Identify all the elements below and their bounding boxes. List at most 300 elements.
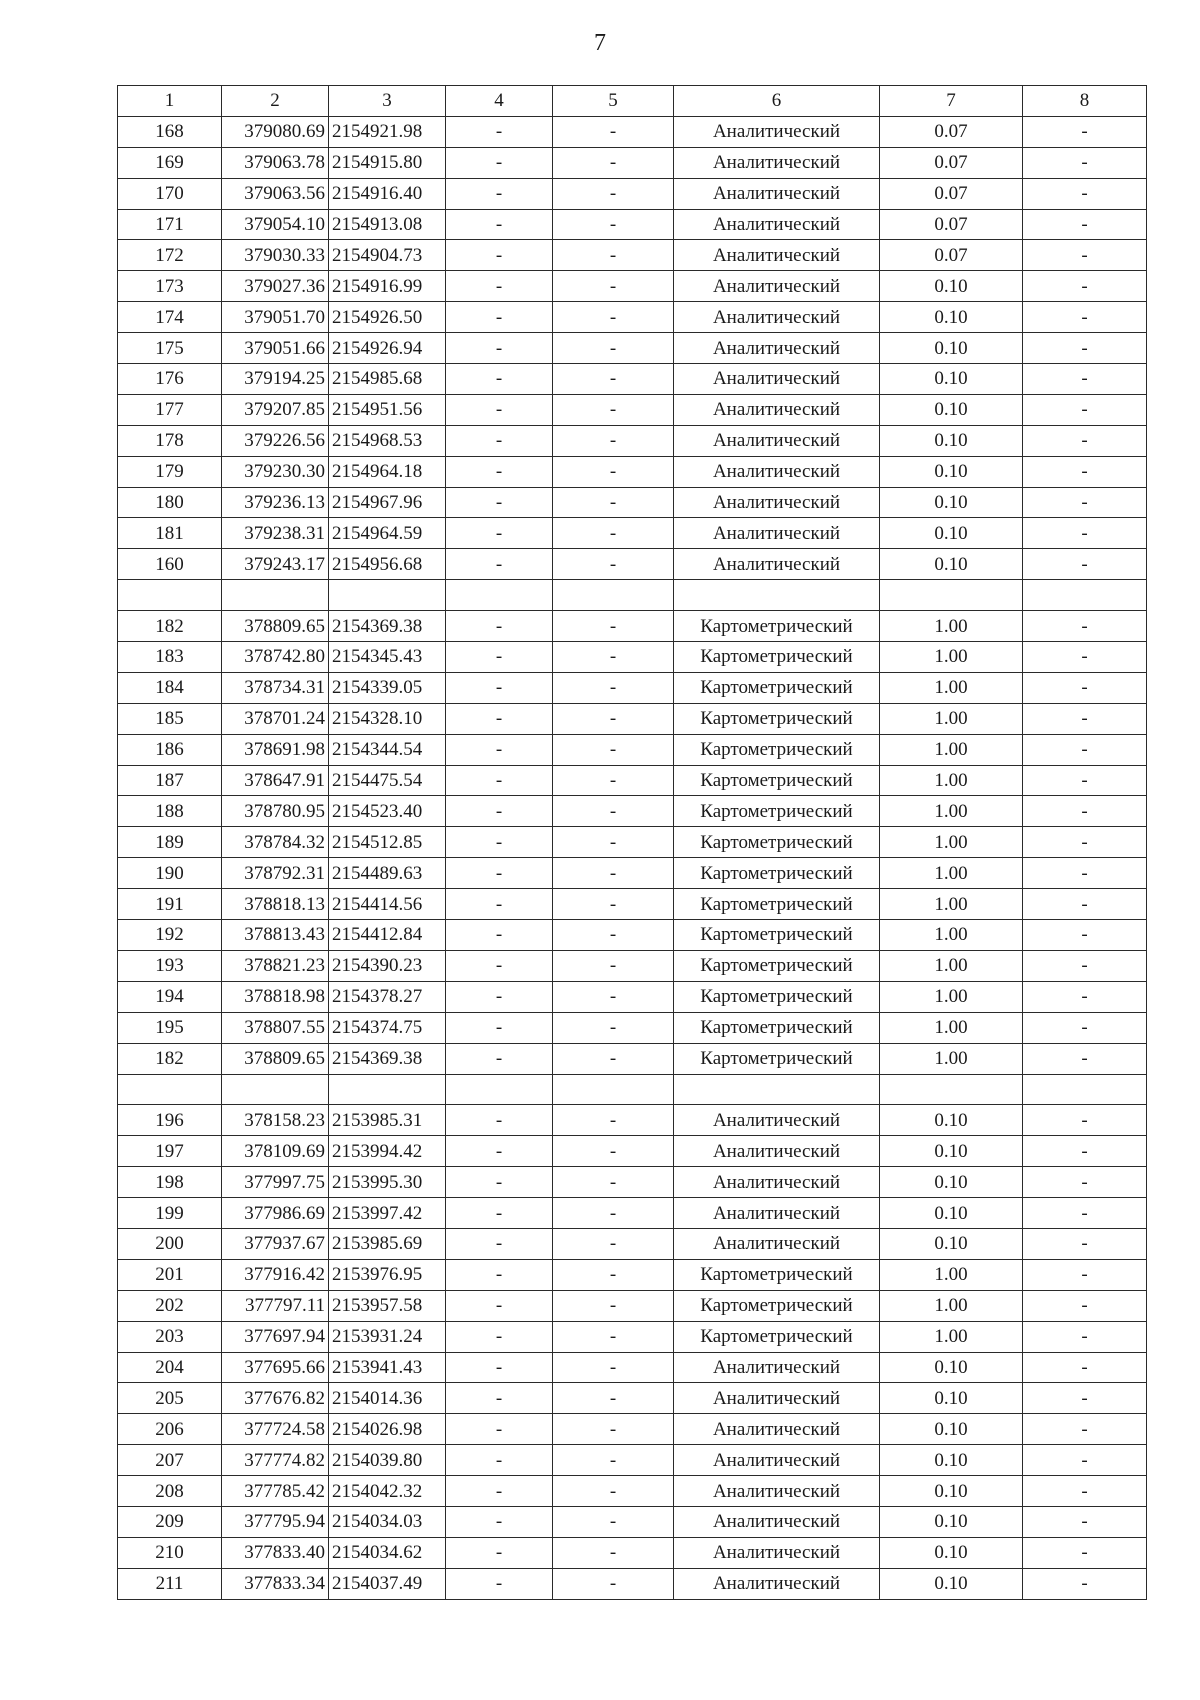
accuracy-cell: 0.10 — [880, 1414, 1023, 1445]
table-row — [118, 981, 1147, 1012]
table-row — [118, 456, 1147, 487]
method-cell: Картометрический — [674, 611, 880, 642]
x-coordinate-cell: 379236.13 — [222, 487, 329, 518]
col5-cell — [553, 1074, 674, 1105]
col5-cell: - — [553, 1537, 674, 1568]
accuracy-cell — [880, 580, 1023, 611]
accuracy-cell: 0.10 — [880, 425, 1023, 456]
col5-cell: - — [553, 1105, 674, 1136]
col5-cell: - — [553, 1383, 674, 1414]
y-coordinate-cell: 2154921.98 — [329, 116, 446, 147]
point-number-cell: 203 — [118, 1321, 222, 1352]
accuracy-cell: 0.10 — [880, 1445, 1023, 1476]
accuracy-cell: 0.10 — [880, 487, 1023, 518]
x-coordinate-cell: 377795.94 — [222, 1506, 329, 1537]
header-cell: 2 — [222, 86, 329, 117]
point-number-cell: 193 — [118, 950, 222, 981]
accuracy-cell: 0.10 — [880, 456, 1023, 487]
col5-cell: - — [553, 827, 674, 858]
method-cell: Картометрический — [674, 1321, 880, 1352]
coordinates-table — [117, 85, 1147, 1600]
table-row — [118, 549, 1147, 580]
point-number-cell: 206 — [118, 1414, 222, 1445]
x-coordinate-cell: 378780.95 — [222, 796, 329, 827]
header-cell: 4 — [446, 86, 553, 117]
accuracy-cell: 1.00 — [880, 858, 1023, 889]
col4-cell — [446, 1074, 553, 1105]
col4-cell: - — [446, 1476, 553, 1507]
point-number-cell: 178 — [118, 425, 222, 456]
point-number-cell: 199 — [118, 1198, 222, 1229]
y-coordinate-cell: 2154034.62 — [329, 1537, 446, 1568]
point-number-cell: 194 — [118, 981, 222, 1012]
col8-cell: - — [1023, 1506, 1147, 1537]
accuracy-cell: 0.10 — [880, 518, 1023, 549]
point-number-cell: 205 — [118, 1383, 222, 1414]
y-coordinate-cell: 2153997.42 — [329, 1198, 446, 1229]
table-row — [118, 827, 1147, 858]
x-coordinate-cell: 377785.42 — [222, 1476, 329, 1507]
x-coordinate-cell: 378734.31 — [222, 672, 329, 703]
point-number-cell — [118, 1074, 222, 1105]
col4-cell: - — [446, 487, 553, 518]
y-coordinate-cell: 2153985.69 — [329, 1228, 446, 1259]
col4-cell: - — [446, 518, 553, 549]
col5-cell: - — [553, 302, 674, 333]
col5-cell: - — [553, 796, 674, 827]
accuracy-cell: 1.00 — [880, 920, 1023, 951]
method-cell: Аналитический — [674, 1136, 880, 1167]
col8-cell: - — [1023, 1568, 1147, 1599]
col5-cell: - — [553, 1414, 674, 1445]
col8-cell: - — [1023, 394, 1147, 425]
col8-cell: - — [1023, 1414, 1147, 1445]
x-coordinate-cell: 378813.43 — [222, 920, 329, 951]
y-coordinate-cell: 2154390.23 — [329, 950, 446, 981]
y-coordinate-cell: 2154915.80 — [329, 147, 446, 178]
col5-cell: - — [553, 1198, 674, 1229]
col5-cell: - — [553, 178, 674, 209]
header-cell: 6 — [674, 86, 880, 117]
accuracy-cell: 1.00 — [880, 1321, 1023, 1352]
y-coordinate-cell: 2154523.40 — [329, 796, 446, 827]
method-cell: Картометрический — [674, 889, 880, 920]
method-cell: Аналитический — [674, 1445, 880, 1476]
point-number-cell: 171 — [118, 209, 222, 240]
col8-cell: - — [1023, 456, 1147, 487]
col5-cell: - — [553, 1259, 674, 1290]
point-number-cell: 168 — [118, 116, 222, 147]
col8-cell: - — [1023, 1136, 1147, 1167]
accuracy-cell: 1.00 — [880, 827, 1023, 858]
col8-cell: - — [1023, 333, 1147, 364]
col4-cell: - — [446, 950, 553, 981]
method-cell: Аналитический — [674, 1105, 880, 1136]
col5-cell: - — [553, 1445, 674, 1476]
col4-cell: - — [446, 425, 553, 456]
col8-cell: - — [1023, 827, 1147, 858]
y-coordinate-cell: 2153985.31 — [329, 1105, 446, 1136]
method-cell: Аналитический — [674, 271, 880, 302]
col8-cell: - — [1023, 1445, 1147, 1476]
y-coordinate-cell: 2154339.05 — [329, 672, 446, 703]
table-row — [118, 1136, 1147, 1167]
x-coordinate-cell: 378109.69 — [222, 1136, 329, 1167]
y-coordinate-cell: 2154026.98 — [329, 1414, 446, 1445]
separator-row — [118, 580, 1147, 611]
col8-cell: - — [1023, 1290, 1147, 1321]
y-coordinate-cell: 2153957.58 — [329, 1290, 446, 1321]
col8-cell: - — [1023, 1352, 1147, 1383]
x-coordinate-cell: 377833.34 — [222, 1568, 329, 1599]
y-coordinate-cell: 2154964.18 — [329, 456, 446, 487]
col5-cell: - — [553, 240, 674, 271]
col4-cell: - — [446, 1383, 553, 1414]
table-row — [118, 765, 1147, 796]
x-coordinate-cell: 378818.98 — [222, 981, 329, 1012]
x-coordinate-cell: 377774.82 — [222, 1445, 329, 1476]
col4-cell: - — [446, 1228, 553, 1259]
point-number-cell: 202 — [118, 1290, 222, 1321]
y-coordinate-cell: 2154916.99 — [329, 271, 446, 302]
method-cell: Картометрический — [674, 1043, 880, 1074]
method-cell: Аналитический — [674, 302, 880, 333]
col8-cell: - — [1023, 1228, 1147, 1259]
accuracy-cell: 1.00 — [880, 796, 1023, 827]
method-cell: Картометрический — [674, 920, 880, 951]
y-coordinate-cell: 2154039.80 — [329, 1445, 446, 1476]
accuracy-cell: 0.10 — [880, 1476, 1023, 1507]
col4-cell: - — [446, 364, 553, 395]
col4-cell: - — [446, 1105, 553, 1136]
col8-cell — [1023, 580, 1147, 611]
separator-row — [118, 1074, 1147, 1105]
col4-cell: - — [446, 1259, 553, 1290]
y-coordinate-cell: 2154964.59 — [329, 518, 446, 549]
accuracy-cell: 0.10 — [880, 1105, 1023, 1136]
table-row — [118, 487, 1147, 518]
col8-cell: - — [1023, 178, 1147, 209]
method-cell: Аналитический — [674, 1198, 880, 1229]
col5-cell: - — [553, 425, 674, 456]
accuracy-cell: 0.10 — [880, 1383, 1023, 1414]
col8-cell: - — [1023, 642, 1147, 673]
accuracy-cell: 0.10 — [880, 1537, 1023, 1568]
col8-cell: - — [1023, 981, 1147, 1012]
col8-cell: - — [1023, 518, 1147, 549]
accuracy-cell: 1.00 — [880, 950, 1023, 981]
point-number-cell: 173 — [118, 271, 222, 302]
method-cell: Аналитический — [674, 333, 880, 364]
table-row — [118, 734, 1147, 765]
method-cell: Картометрический — [674, 858, 880, 889]
x-coordinate-cell: 378691.98 — [222, 734, 329, 765]
table-row — [118, 518, 1147, 549]
table-row — [118, 116, 1147, 147]
method-cell: Картометрический — [674, 734, 880, 765]
col8-cell: - — [1023, 1198, 1147, 1229]
point-number-cell: 188 — [118, 796, 222, 827]
accuracy-cell: 0.10 — [880, 1198, 1023, 1229]
col8-cell: - — [1023, 1043, 1147, 1074]
y-coordinate-cell: 2154967.96 — [329, 487, 446, 518]
col8-cell: - — [1023, 1537, 1147, 1568]
accuracy-cell: 1.00 — [880, 672, 1023, 703]
col4-cell: - — [446, 1537, 553, 1568]
method-cell: Аналитический — [674, 487, 880, 518]
table-row — [118, 1290, 1147, 1321]
method-cell: Аналитический — [674, 1167, 880, 1198]
y-coordinate-cell: 2154378.27 — [329, 981, 446, 1012]
table-row — [118, 672, 1147, 703]
y-coordinate-cell: 2154344.54 — [329, 734, 446, 765]
method-cell: Аналитический — [674, 549, 880, 580]
col4-cell: - — [446, 116, 553, 147]
col4-cell: - — [446, 796, 553, 827]
y-coordinate-cell: 2154014.36 — [329, 1383, 446, 1414]
col5-cell: - — [553, 147, 674, 178]
col8-cell: - — [1023, 1105, 1147, 1136]
point-number-cell: 201 — [118, 1259, 222, 1290]
y-coordinate-cell — [329, 1074, 446, 1105]
accuracy-cell: 1.00 — [880, 889, 1023, 920]
col5-cell: - — [553, 981, 674, 1012]
accuracy-cell: 1.00 — [880, 981, 1023, 1012]
accuracy-cell: 0.07 — [880, 147, 1023, 178]
col8-cell: - — [1023, 765, 1147, 796]
col8-cell: - — [1023, 889, 1147, 920]
col4-cell: - — [446, 1445, 553, 1476]
accuracy-cell: 0.10 — [880, 1167, 1023, 1198]
table-row — [118, 611, 1147, 642]
col5-cell: - — [553, 549, 674, 580]
method-cell: Картометрический — [674, 1290, 880, 1321]
table-row — [118, 240, 1147, 271]
table-row — [118, 1537, 1147, 1568]
point-number-cell — [118, 580, 222, 611]
point-number-cell: 180 — [118, 487, 222, 518]
x-coordinate-cell: 379207.85 — [222, 394, 329, 425]
x-coordinate-cell: 379226.56 — [222, 425, 329, 456]
col8-cell: - — [1023, 1259, 1147, 1290]
col8-cell — [1023, 1074, 1147, 1105]
table-row — [118, 1414, 1147, 1445]
table-row — [118, 394, 1147, 425]
x-coordinate-cell: 377833.40 — [222, 1537, 329, 1568]
col4-cell: - — [446, 271, 553, 302]
method-cell: Картометрический — [674, 1012, 880, 1043]
col4-cell: - — [446, 1321, 553, 1352]
x-coordinate-cell: 379063.56 — [222, 178, 329, 209]
x-coordinate-cell: 378647.91 — [222, 765, 329, 796]
x-coordinate-cell: 377797.11 — [222, 1290, 329, 1321]
accuracy-cell: 0.10 — [880, 1506, 1023, 1537]
col4-cell: - — [446, 920, 553, 951]
y-coordinate-cell: 2153976.95 — [329, 1259, 446, 1290]
col5-cell: - — [553, 858, 674, 889]
table-row — [118, 1506, 1147, 1537]
header-cell: 7 — [880, 86, 1023, 117]
table-row — [118, 271, 1147, 302]
col4-cell: - — [446, 1136, 553, 1167]
col8-cell: - — [1023, 950, 1147, 981]
col4-cell: - — [446, 981, 553, 1012]
y-coordinate-cell: 2154926.50 — [329, 302, 446, 333]
col8-cell: - — [1023, 1321, 1147, 1352]
point-number-cell: 182 — [118, 611, 222, 642]
method-cell: Аналитический — [674, 1383, 880, 1414]
col8-cell: - — [1023, 734, 1147, 765]
x-coordinate-cell — [222, 1074, 329, 1105]
col5-cell: - — [553, 611, 674, 642]
table-row — [118, 1012, 1147, 1043]
col4-cell: - — [446, 765, 553, 796]
y-coordinate-cell: 2153995.30 — [329, 1167, 446, 1198]
point-number-cell: 207 — [118, 1445, 222, 1476]
col4-cell: - — [446, 1290, 553, 1321]
y-coordinate-cell: 2154374.75 — [329, 1012, 446, 1043]
table-row — [118, 1105, 1147, 1136]
table-body — [118, 116, 1147, 1599]
x-coordinate-cell: 378792.31 — [222, 858, 329, 889]
col5-cell: - — [553, 1506, 674, 1537]
x-coordinate-cell: 379051.70 — [222, 302, 329, 333]
col8-cell: - — [1023, 1476, 1147, 1507]
col5-cell: - — [553, 1476, 674, 1507]
col8-cell: - — [1023, 672, 1147, 703]
col4-cell: - — [446, 889, 553, 920]
method-cell: Картометрический — [674, 827, 880, 858]
accuracy-cell — [880, 1074, 1023, 1105]
col5-cell: - — [553, 1568, 674, 1599]
x-coordinate-cell: 378701.24 — [222, 703, 329, 734]
point-number-cell: 211 — [118, 1568, 222, 1599]
col8-cell: - — [1023, 611, 1147, 642]
col8-cell: - — [1023, 147, 1147, 178]
point-number-cell: 176 — [118, 364, 222, 395]
point-number-cell: 174 — [118, 302, 222, 333]
col5-cell: - — [553, 1136, 674, 1167]
table-row — [118, 1198, 1147, 1229]
col4-cell: - — [446, 147, 553, 178]
point-number-cell: 182 — [118, 1043, 222, 1074]
col4-cell: - — [446, 333, 553, 364]
x-coordinate-cell: 379194.25 — [222, 364, 329, 395]
method-cell: Аналитический — [674, 456, 880, 487]
x-coordinate-cell: 378807.55 — [222, 1012, 329, 1043]
method-cell: Аналитический — [674, 178, 880, 209]
x-coordinate-cell: 379051.66 — [222, 333, 329, 364]
col4-cell: - — [446, 1352, 553, 1383]
method-cell: Аналитический — [674, 116, 880, 147]
accuracy-cell: 1.00 — [880, 611, 1023, 642]
accuracy-cell: 0.10 — [880, 1568, 1023, 1599]
accuracy-cell: 1.00 — [880, 1012, 1023, 1043]
col4-cell: - — [446, 858, 553, 889]
point-number-cell: 170 — [118, 178, 222, 209]
x-coordinate-cell: 379027.36 — [222, 271, 329, 302]
table-row — [118, 364, 1147, 395]
col8-cell: - — [1023, 1383, 1147, 1414]
col4-cell: - — [446, 672, 553, 703]
point-number-cell: 191 — [118, 889, 222, 920]
method-cell: Аналитический — [674, 209, 880, 240]
y-coordinate-cell: 2154475.54 — [329, 765, 446, 796]
col4-cell: - — [446, 1198, 553, 1229]
x-coordinate-cell: 379238.31 — [222, 518, 329, 549]
y-coordinate-cell: 2154913.08 — [329, 209, 446, 240]
accuracy-cell: 1.00 — [880, 1259, 1023, 1290]
table-row — [118, 796, 1147, 827]
x-coordinate-cell: 378784.32 — [222, 827, 329, 858]
method-cell: Картометрический — [674, 981, 880, 1012]
table-row — [118, 147, 1147, 178]
table-row — [118, 209, 1147, 240]
col8-cell: - — [1023, 920, 1147, 951]
accuracy-cell: 1.00 — [880, 1290, 1023, 1321]
table-row — [118, 950, 1147, 981]
col5-cell: - — [553, 333, 674, 364]
accuracy-cell: 0.07 — [880, 178, 1023, 209]
point-number-cell: 200 — [118, 1228, 222, 1259]
col4-cell: - — [446, 394, 553, 425]
y-coordinate-cell: 2154369.38 — [329, 1043, 446, 1074]
accuracy-cell: 0.10 — [880, 271, 1023, 302]
method-cell: Аналитический — [674, 240, 880, 271]
point-number-cell: 179 — [118, 456, 222, 487]
col4-cell: - — [446, 827, 553, 858]
col5-cell: - — [553, 271, 674, 302]
y-coordinate-cell: 2154042.32 — [329, 1476, 446, 1507]
y-coordinate-cell: 2154345.43 — [329, 642, 446, 673]
col5-cell: - — [553, 1321, 674, 1352]
point-number-cell: 189 — [118, 827, 222, 858]
y-coordinate-cell: 2154968.53 — [329, 425, 446, 456]
accuracy-cell: 0.10 — [880, 549, 1023, 580]
col4-cell: - — [446, 240, 553, 271]
point-number-cell: 209 — [118, 1506, 222, 1537]
table-row — [118, 1476, 1147, 1507]
table-row — [118, 920, 1147, 951]
y-coordinate-cell: 2154037.49 — [329, 1568, 446, 1599]
col8-cell: - — [1023, 364, 1147, 395]
method-cell: Аналитический — [674, 1476, 880, 1507]
col4-cell: - — [446, 209, 553, 240]
y-coordinate-cell: 2154904.73 — [329, 240, 446, 271]
method-cell: Аналитический — [674, 147, 880, 178]
accuracy-cell: 1.00 — [880, 734, 1023, 765]
col8-cell: - — [1023, 858, 1147, 889]
point-number-cell: 187 — [118, 765, 222, 796]
table-row — [118, 858, 1147, 889]
point-number-cell: 204 — [118, 1352, 222, 1383]
x-coordinate-cell: 377997.75 — [222, 1167, 329, 1198]
y-coordinate-cell: 2154916.40 — [329, 178, 446, 209]
col8-cell: - — [1023, 271, 1147, 302]
col5-cell: - — [553, 950, 674, 981]
method-cell: Аналитический — [674, 1352, 880, 1383]
col8-cell: - — [1023, 209, 1147, 240]
col4-cell: - — [446, 1043, 553, 1074]
point-number-cell: 186 — [118, 734, 222, 765]
col5-cell: - — [553, 1290, 674, 1321]
accuracy-cell: 0.10 — [880, 1352, 1023, 1383]
point-number-cell: 183 — [118, 642, 222, 673]
col5-cell: - — [553, 672, 674, 703]
x-coordinate-cell: 377937.67 — [222, 1228, 329, 1259]
y-coordinate-cell: 2154985.68 — [329, 364, 446, 395]
method-cell: Картометрический — [674, 642, 880, 673]
